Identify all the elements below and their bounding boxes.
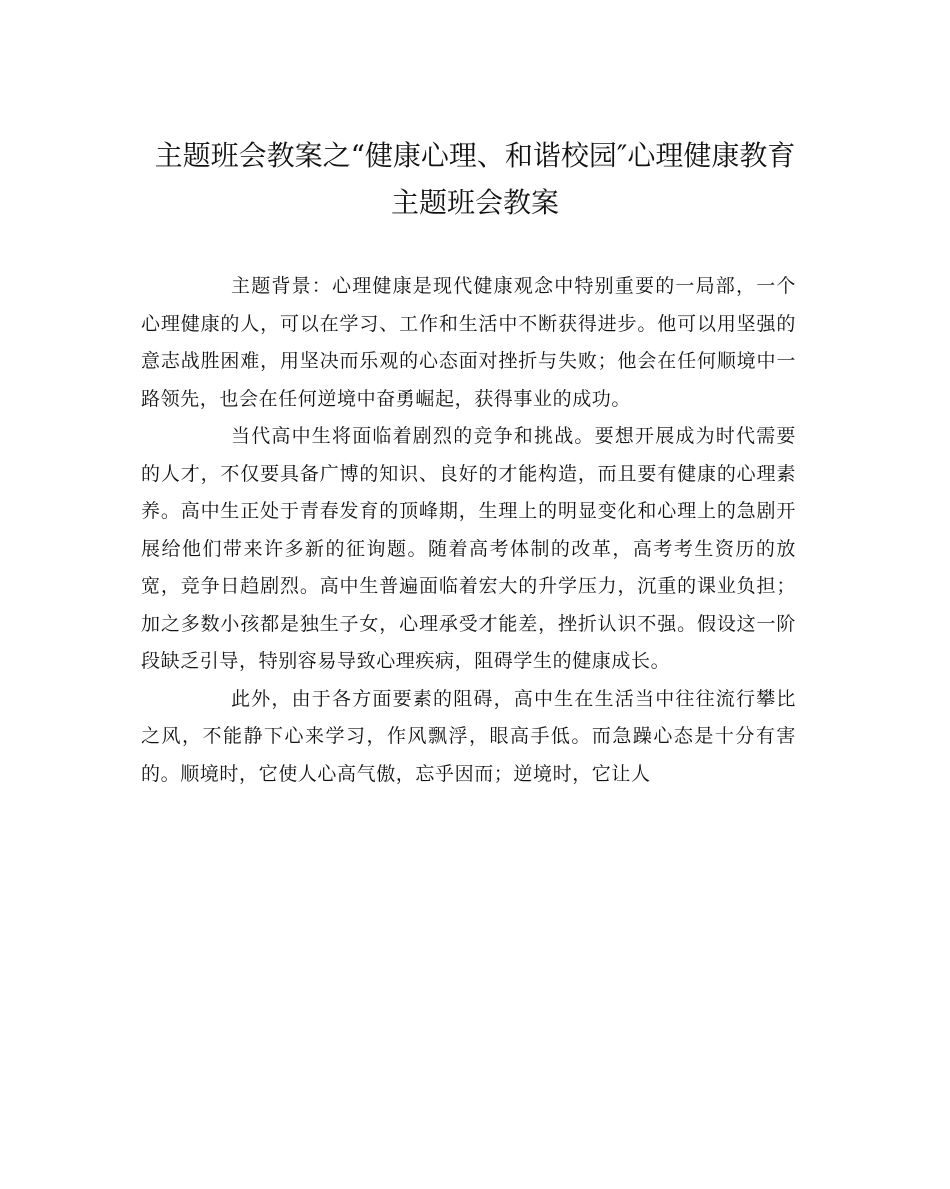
document-body (141, 268, 796, 793)
paragraph-background: 主题背景：心理健康是现代健康观念中特别重要的一局部，一个心理健康的人，可以在学习、工作和生活中不断获得进步。他可以用坚强的意志战胜困难，用坚决而乐观的心态面对挫折与失败；他会在任何顺境中一路领先，也会在任何逆境中奋勇崛起，获得事业的成功。 (141, 275, 796, 410)
title-line-2: 主题班会教案 (390, 186, 559, 219)
paragraph-challenges: 当代高中生将面临着剧烈的竞争和挑战。要想开展成为时代需要的人才，不仅要具备广博的知识、良好的才能构造，而且要有健康的心理素养。高中生正处于青春发育的顶峰期，生理上的明显变化和心理上的急剧开展给他们带来许多新的征询题。随着高考体制的改革，高考考生资历的放宽，竞争日趋剧烈。高中生普遍面临着宏大的升学压力，沉重的课业负担；加之多数小孩都是独生子女，心理承受才能差，挫折认识不强。假设这一阶段缺乏引导，特别容易导致心理疾病，阻碍学生的健康成长。 (141, 425, 796, 672)
paragraph-additional: 此外，由于各方面要素的阻碍，高中生在生活当中往往流行攀比之风，不能静下心来学习，作风飘浮，眼高手低。而急躁心态是十分有害的。顺境时，它使人心高气傲，忘乎因而；逆境时，它让人 (141, 687, 796, 785)
document-title (120, 132, 830, 226)
title-line-1: 主题班会教案之“健康心理、和谐校园″心理健康教育 (154, 139, 796, 172)
